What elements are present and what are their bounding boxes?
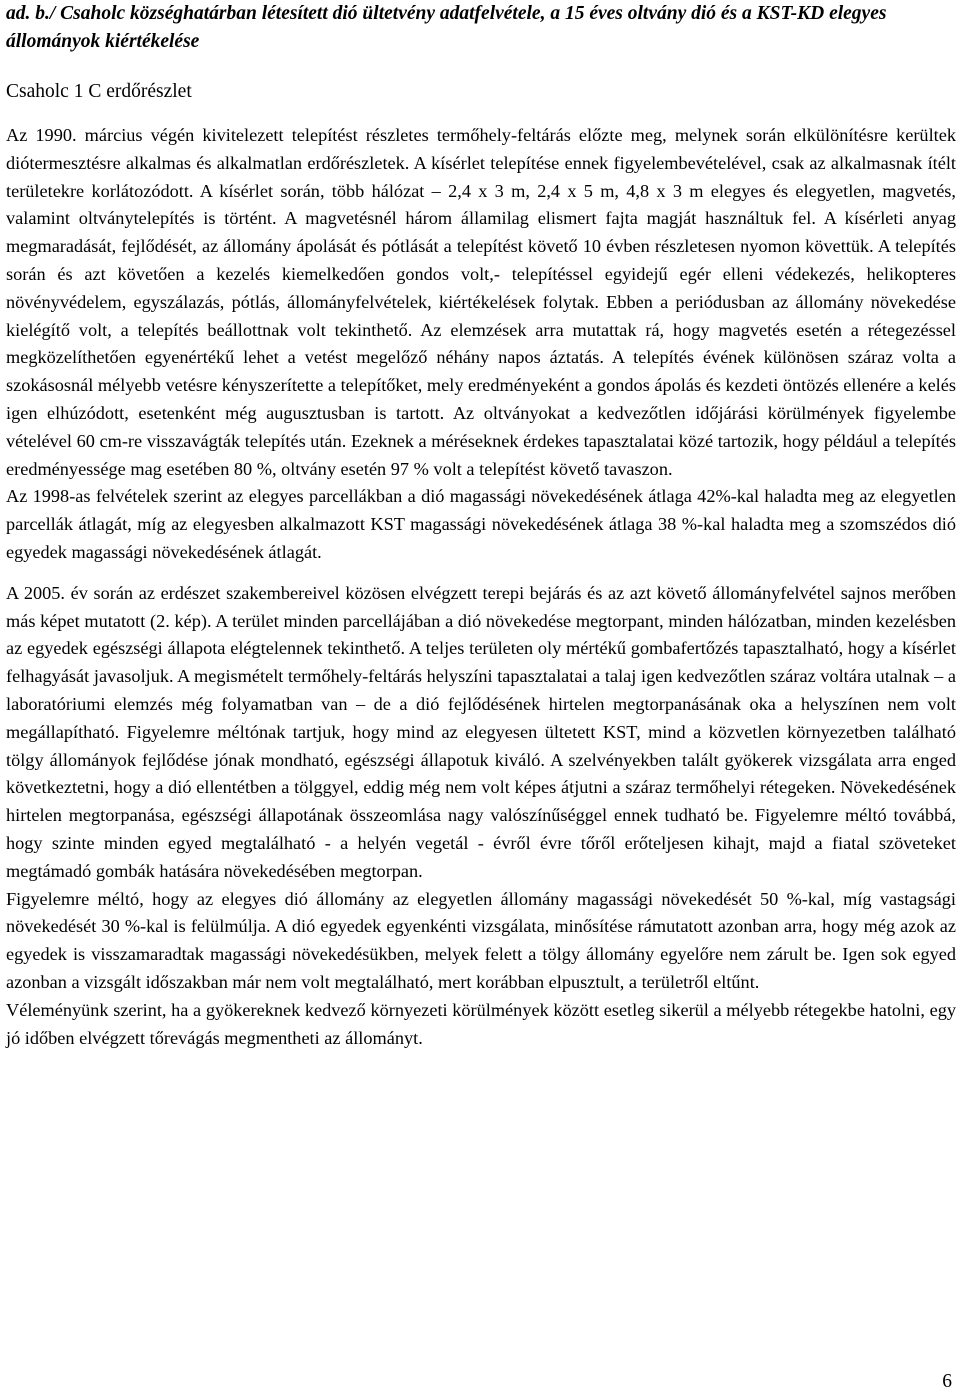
paragraph-4: Figyelemre méltó, hogy az elegyes dió állomány az elegyetlen állomány magassági növekedését 50 %-kal, míg vastagsági növekedését 30 %-kal is felülmúlja. A dió egyedek egyenkénti vizsgálata, minősítése rámutatott azonban arra, hogy még azok az egyedek is visszamaradtak magassági növekedésükben, melyek felett a tölgy állomány egyelőre nem zárult be. Igen sok egyed azonban a vizsgált időszakban már nem volt megtalálható, mert korábban elpusztult, a területről eltűnt. — [6, 888, 956, 992]
section-heading: ad. b./ Csaholc községhatárban létesített dió ültetvény adatfelvétele, a 15 éves oltvány dió és a KST-KD elegyes állományok kiértékelése — [6, 3, 887, 52]
subsection-title: Csaholc 1 C erdőrészlet — [6, 81, 192, 102]
paragraph-1: Az 1990. március végén kivitelezett telepítést részletes termőhely-feltárás előzte meg, melynek során elkülönítésre kerültek diótermesztésre alkalmas és alkalmatlan erdőrészletek. A kísérlet telepítése ennek figyelembevételével, csak az alkalmasnak ítélt területekre korlátozódott. A kísérlet során, több hálózat – 2,4 x 3 m, 2,4 x 5 m, 4,8 x 3 m elegyes és elegyetlen, magvetés, valamint oltványtelepítés is történt. A magvetésnél három államilag elismert fajta magját használtuk fel. A kísérleti anyag megmaradását, fejlődését, az állomány ápolását és pótlását a telepítést követő 10 évben részletesen nyomon követtük. A telepítés során és azt követően a kezelés kiemelkedően gondos volt,- telepítéssel egyidejű egér elleni védekezés, helikopteres növényvédelem, egyszálazás, pótlás, állományfelvételek, kiértékelések folytak. Ebben a periódusban az állomány növekedése kielégítő volt, a telepítés beállottnak volt tekinthető. Az elemzések arra mutattak rá, hogy magvetés esetén a rétegezéssel megközelíthetően egyenértékű lehet a vetést megelőző néhány napos áztatás. A telepítés évének különösen száraz volta a szokásosnál mélyebb vetésre kényszerítette a telepítőket, mely eredményeként a gondos ápolás és kezdeti öntözés ellenére a kelés igen elhúzódott, esetenként még augusztusban is tartott. Az oltványokat a kedvezőtlen időjárási körülmények figyelembe vételével 60 cm-re visszavágták telepítés után. Ezeknek a méréseknek érdekes tapasztalatai közé tartozik, hogy például a telepítés eredményessége mag esetében 80 %, oltvány esetén 97 % volt a telepítést követő tavaszon. — [6, 125, 956, 479]
body-text — [6, 122, 956, 1052]
paragraph-5: Véleményünk szerint, ha a gyökereknek kedvező környezeti körülmények között esetleg sikerül a mélyebb rétegekbe hatolni, egy jó időben elvégzett tőrevágás megmentheti az állományt. — [6, 999, 956, 1048]
document-page — [6, 0, 956, 1052]
paragraph-2: Az 1998-as felvételek szerint az elegyes parcellákban a dió magassági növekedésének átlaga 42%-kal haladta meg az elegyetlen parcellák átlagát, míg az elegyesben alkalmazott KST magassági növekedésének átlaga 38 %-kal haladta meg a szomszédos dió egyedek magassági növekedésének átlagát. — [6, 486, 956, 562]
paragraph-3: A 2005. év során az erdészet szakembereivel közösen elvégzett terepi bejárás és az azt követő állományfelvétel sajnos merőben más képet mutatott (2. kép). A terület minden parcellájában a dió növekedése megtorpant, minden hálózatban, minden kezelésben az egyedek egészségi állapota elégtelennek tekinthető. A teljes területen oly mértékű gombafertőzés tapasztalható, hogy a kísérlet felhagyását javasoljuk. A megismételt termőhely-feltárás helyszíni tapasztalatai a talaj igen kedvezőtlen száraz voltára utalnak – a laboratóriumi elemzés még folyamatban van – de a dió fejlődésének hirtelen megtorpanásának oka a helyszínen nem volt megállapítható. Figyelemre méltónak tartjuk, hogy mind az elegyesen ültetett KST, mind a közvetlen környezetben található tölgy állományok fejlődése jónak mondható, egészségi állapotuk kiváló. A szelvényekben talált gyökerek vizsgálata arra enged következtetni, hogy a dió ellentétben a tölggyel, eddig még nem volt képes átjutni a száraz termőhelyi rétegeken. Növekedésének hirtelen megtorpanása, egészségi állapotának összeomlása nagy valószínűséggel ennek tudható be. Figyelemre méltó továbbá, hogy szinte minden egyed megtalálható - a helyén vegetál - évről évre tőről erőteljesen kihajt, majd a fiatal szöveteket megtámadó gombák hatására növekedésében megtorpan. — [6, 582, 956, 881]
page-number: 6 — [942, 1371, 952, 1392]
